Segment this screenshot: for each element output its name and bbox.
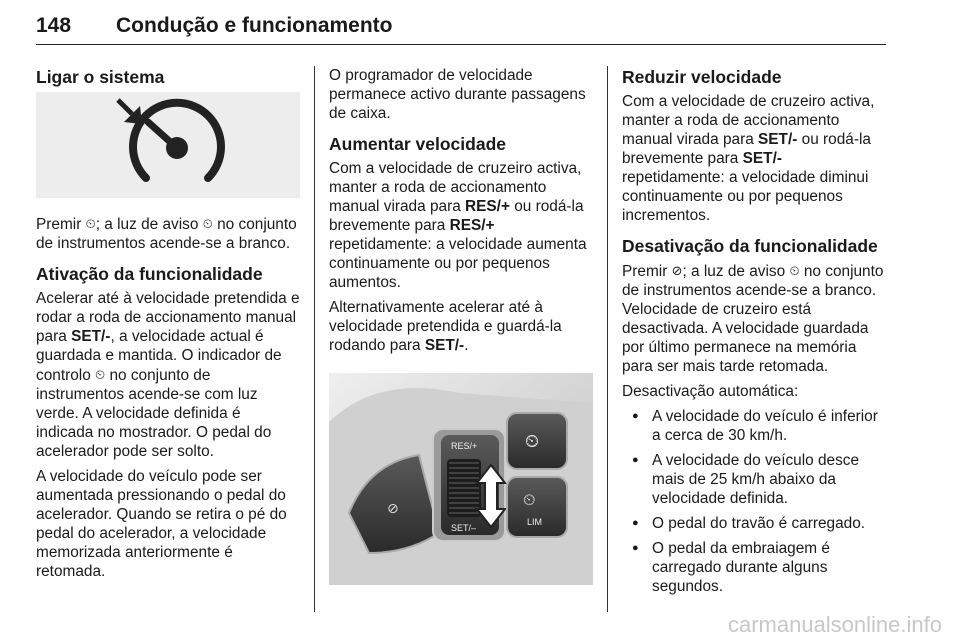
list-item: ● O pedal da embraiagem é carregado durante alguns segundos. xyxy=(622,539,888,596)
cruise-control-icon: ⏲ xyxy=(525,431,540,451)
paragraph: Acelerar até à velocidade pretendida e rodar a roda de accionamento manual para SET/-, a velocidade actual é guardada e mantida. O indicador de controlo ⏲ no conjunto de instrumentos acende-se com luz verde. A velocidade definida é indicada no mostrador. O pedal do acelerador pode ser solto. xyxy=(36,290,300,460)
cruise-cancel-icon: ⊘ xyxy=(387,500,399,516)
watermark: carmanualsonline.info xyxy=(727,612,942,637)
photo-label-set: SET/– xyxy=(451,523,477,533)
bullet-list xyxy=(622,407,888,596)
steering-wheel-photo xyxy=(329,373,593,585)
paragraph: Desactivação automática: xyxy=(622,383,799,400)
paragraph: A velocidade do veículo pode ser aumentada pressionando o pedal do acelerador. Quando se retira o pé do pedal do acelerador, a velocidade memorizada anteriormente é retomada. xyxy=(36,468,287,580)
photo-label-lim: LIM xyxy=(527,517,543,527)
paragraph: Premir ⏲; a luz de aviso ⏲ no conjunto de instrumentos acende-se a branco. xyxy=(36,216,297,252)
paragraph: Com a velocidade de cruzeiro activa, manter a roda de accionamento manual virada para SET/- ou rodá-la brevemente para SET/- repetidamente: a velocidade diminui continuamente ou por pequenos incrementos. xyxy=(622,93,875,224)
cruise-control-icon: ⏲ xyxy=(202,216,213,231)
paragraph: Premir ⊘; a luz de aviso ⏲ no conjunto de instrumentos acende-se a branco. Velocidade de cruzeiro está desactivada. A velocidade guardada por último permanece na memória para ser mais tarde retomada. xyxy=(622,263,884,375)
page-header xyxy=(36,14,886,45)
cruise-control-icon: ⏲ xyxy=(85,216,96,231)
list-item: ● O pedal do travão é carregado. xyxy=(622,514,888,533)
page-number: 148 xyxy=(36,14,72,37)
cruise-control-icon xyxy=(36,92,300,198)
section-heading: Ligar o sistema xyxy=(36,67,165,87)
photo-label-res: RES/+ xyxy=(451,441,478,451)
column-3 xyxy=(622,66,888,602)
column-2 xyxy=(329,66,593,585)
section-heading: Aumentar velocidade xyxy=(329,134,506,154)
list-item: ● A velocidade do veículo é inferior a cerca de 30 km/h. xyxy=(622,407,888,445)
cruise-control-icon: ⏲ xyxy=(95,367,106,382)
paragraph: O programador de velocidade permanece activo durante passagens de caixa. xyxy=(329,67,586,122)
paragraph: Com a velocidade de cruzeiro activa, manter a roda de accionamento manual virada para RES/+ ou rodá-la brevemente para RES/+ repetidamente: a velocidade aumenta continuamente ou por pequenos aumentos. xyxy=(329,160,587,291)
list-item: ● A velocidade do veículo desce mais de 25 km/h abaixo da velocidade definida. xyxy=(622,451,888,508)
column-divider xyxy=(314,66,315,612)
cruise-control-icon: ⏲ xyxy=(789,263,800,278)
section-heading: Reduzir velocidade xyxy=(622,67,782,87)
section-heading: Ativação da funcionalidade xyxy=(36,264,263,284)
column-1 xyxy=(36,66,300,587)
section-heading: Desativação da funcionalidade xyxy=(622,236,878,256)
cruise-cancel-icon: ⊘ xyxy=(671,263,683,278)
speed-limiter-icon: ⏲ xyxy=(523,492,536,509)
paragraph: Alternativamente acelerar até à velocidade pretendida e guardá-la rodando para SET/-. xyxy=(329,299,562,354)
column-divider xyxy=(607,66,608,612)
cruise-control-figure xyxy=(36,92,300,198)
page-title: Condução e funcionamento xyxy=(116,14,393,37)
